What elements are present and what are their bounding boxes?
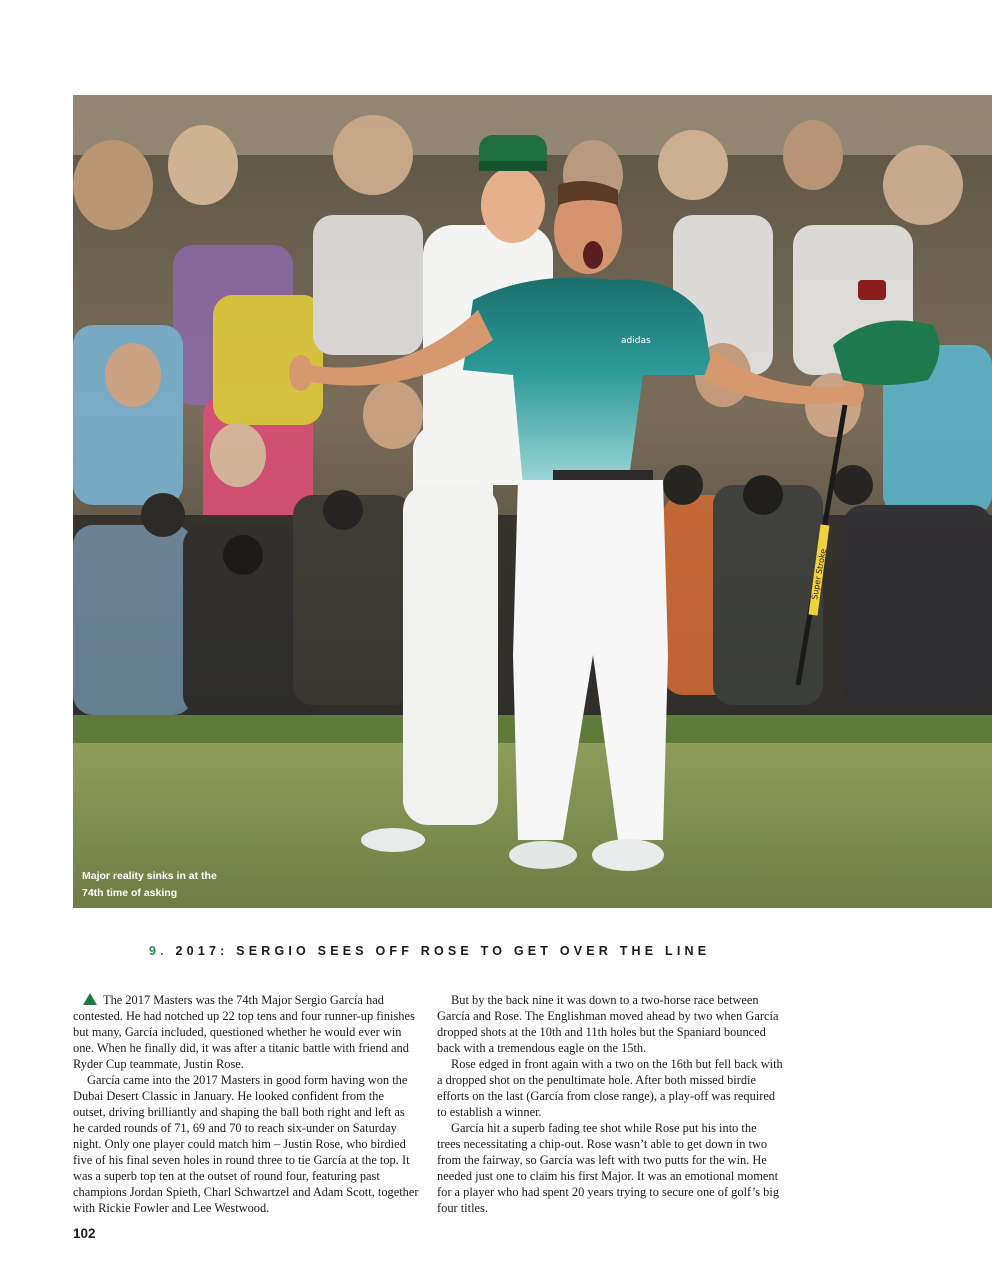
paragraph: García came into the 2017 Masters in good form having won the Dubai Desert Classic in January. He looked confident from the outset, driving brilliantly and shaping the ball both right and left as he carded rounds of 71, 69 and 70 to reach six-under on Saturday night. Only one player could match him – Justin Rose, who birdied five of his final seven holes in round three to tie García at the top. It was a superb top ten at the outset of round four, featuring past champions Jordan Spieth, Charl Schwartzel and Adam Scott, together with Rickie Fowler and Lee Westwood. [73, 1073, 419, 1215]
triangle-icon [83, 993, 97, 1005]
paragraph-text: The 2017 Masters was the 74th Major Sergio García had contested. He had notched up 22 top tens and four runner-up finishes but many, García included, questioned whether he would ever win one. When he finally did, it was after a titanic battle with friend and Ryder Cup teammate, Justin Rose. [73, 993, 415, 1071]
hero-photo [73, 95, 992, 908]
club-label: Super Stroke [810, 548, 828, 601]
body-column-left [73, 992, 419, 1216]
caption-line-1: Major reality sinks in at the [82, 870, 217, 882]
heading-title: 2017: SERGIO SEES OFF ROSE TO GET OVER THE LINE [175, 944, 711, 958]
shirt-brand: adidas [621, 336, 651, 346]
caption-line-2: 74th time of asking [82, 887, 178, 899]
body-column-right [437, 992, 783, 1216]
paragraph [73, 992, 419, 1072]
paragraph: But by the back nine it was down to a two-horse race between García and Rose. The Englishman moved ahead by two when García dropped shots at the 10th and 11th holes but the Spaniard bounced back with a tremendous eagle on the 15th. [437, 993, 779, 1055]
paragraph: Rose edged in front again with a two on the 16th but fell back with a dropped shot on the penultimate hole. After both missed birdie efforts on the last (García from close range), a play-off was required to establish a winner. [437, 1057, 783, 1119]
photo-caption [82, 868, 252, 902]
page-number: 102 [73, 1226, 96, 1241]
paragraph: García hit a superb fading tee shot while Rose put his into the trees necessitating a chip-out. Rose wasn’t able to get down in two from the fairway, so García was left with two putts for the win. He needed just one to claim his first Major. It was an emotional moment for a player who had spent 20 years trying to secure one of golf’s big four titles. [437, 1121, 780, 1215]
golf-celebration-illustration [73, 95, 992, 908]
section-heading [149, 944, 849, 958]
heading-number: 9. [149, 944, 168, 958]
